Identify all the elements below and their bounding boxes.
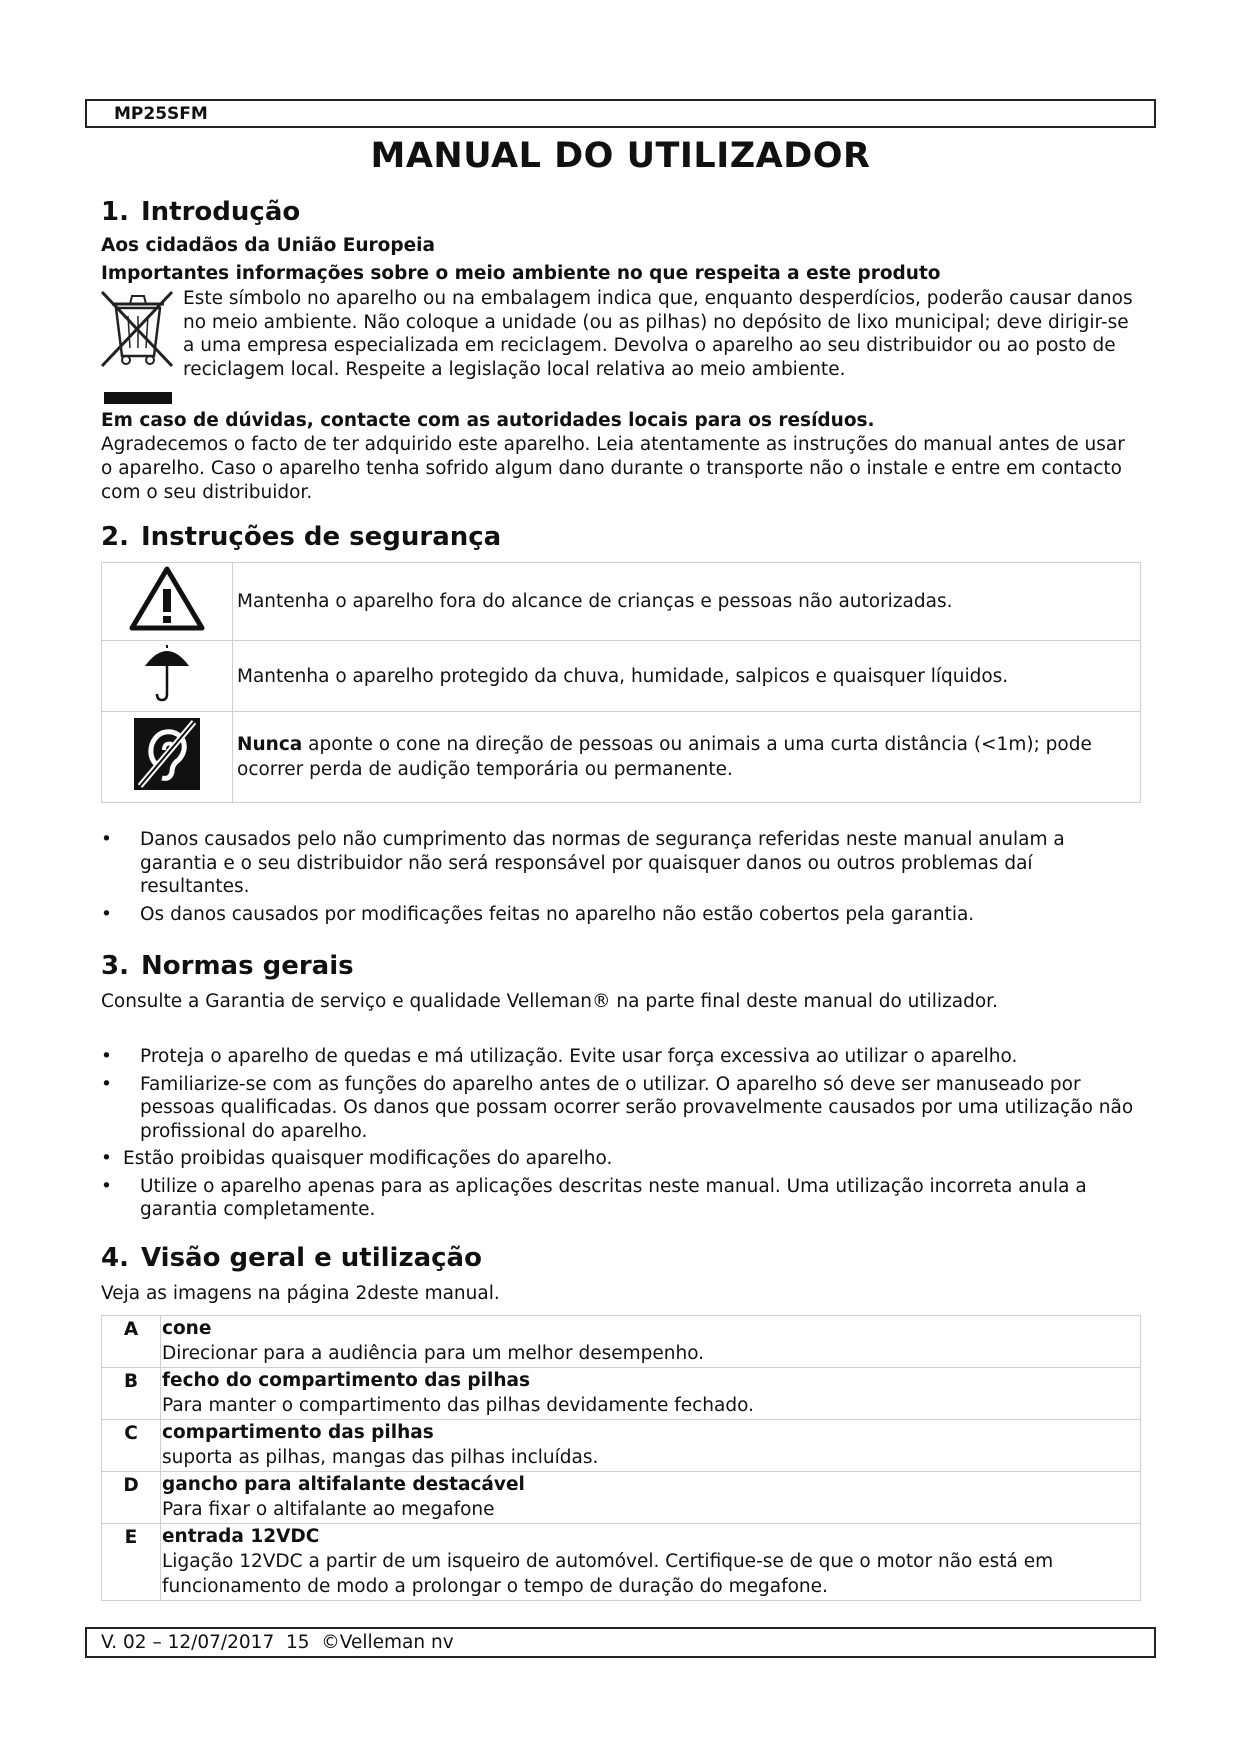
item-cell	[161, 1368, 1141, 1420]
page-title: MANUAL DO UTILIZADOR	[370, 136, 871, 176]
item-letter: E	[102, 1524, 161, 1601]
section-number: 1.	[101, 197, 129, 227]
never-word: Nunca	[237, 734, 303, 755]
item-desc: Para fixar o altifalante ao megafone	[162, 1499, 495, 1520]
safety-text	[233, 712, 1141, 803]
item-cell	[161, 1420, 1141, 1472]
bullet-text: Proteja o aparelho de quedas e má utilização. Evite usar força excessiva ao utilizar o aparelho.	[140, 1046, 1018, 1067]
bullet-text: Familiarize-se com as funções do aparelho antes de o utilizar. O aparelho só deve ser manuseado por pessoas qualificadas. Os danos que possam ocorrer serão provavelmente causados por uma utilização não profissional do aparelho.	[140, 1073, 1134, 1142]
thanks-paragraph: Agradecemos o facto de ter adquirido este aparelho. Leia atentamente as instruções do manual antes de usar o aparelho. Caso o aparelho tenha sofrido algum dano durante o transporte não o instale e entre em contacto com o seu distribuidor.	[101, 434, 1125, 503]
section-heading-intro	[101, 197, 300, 227]
safety-text: Mantenha o aparelho protegido da chuva, humidade, salpicos e quaisquer líquidos.	[233, 641, 1141, 712]
warning-triangle-icon	[129, 615, 205, 636]
section-heading-overview	[101, 1243, 482, 1273]
section-heading-safety	[101, 522, 501, 552]
safety-text-rest: aponte o cone na direção de pessoas ou animais a uma curta distância (<1m); pode ocorrer perda de audição temporária ou permanente.	[237, 734, 1092, 780]
safety-icon-cell	[102, 563, 233, 641]
section-number: 4.	[101, 1243, 129, 1273]
section-title: Instruções de segurança	[141, 522, 502, 552]
item-cell	[161, 1316, 1141, 1368]
item-name: fecho do compartimento das pilhas	[162, 1370, 531, 1391]
table-row	[102, 1368, 1141, 1420]
hearing-damage-icon	[134, 774, 200, 795]
bullet-text: Utilize o aparelho apenas para as aplicações descritas neste manual. Uma utilização incorreta anula a garantia completamente.	[140, 1175, 1087, 1220]
doubts-note: Em caso de dúvidas, contacte com as autoridades locais para os resíduos.	[101, 410, 875, 431]
table-row	[102, 1524, 1141, 1601]
general-bullets	[101, 1045, 1141, 1226]
item-name: entrada 12VDC	[162, 1526, 320, 1547]
item-cell	[161, 1524, 1141, 1601]
safety-icon-cell	[102, 641, 233, 712]
section-number: 3.	[101, 951, 129, 981]
overview-intro: Veja as imagens na página 2deste manual.	[101, 1283, 500, 1304]
bullet-text: Danos causados pelo não cumprimento das normas de segurança referidas neste manual anulam a garantia e o seu distribuidor não será responsável por quaisquer danos ou outros problemas daí resultantes.	[140, 829, 1065, 897]
item-letter: D	[102, 1472, 161, 1524]
general-intro: Consulte a Garantia de serviço e qualidade Velleman® na parte final deste manual do utilizador.	[101, 991, 998, 1012]
item-letter: C	[102, 1420, 161, 1472]
section-title: Visão geral e utilização	[141, 1243, 482, 1273]
weee-bin-icon	[100, 286, 176, 406]
safety-text: Mantenha o aparelho fora do alcance de crianças e pessoas não autorizadas.	[233, 563, 1141, 641]
list-item: • Proteja o aparelho de quedas e má utilização. Evite usar força excessiva ao utilizar o aparelho.	[101, 1046, 1018, 1067]
item-desc: Ligação 12VDC a partir de um isqueiro de automóvel. Certifique-se de que o motor não está em funcionamento de modo a prolongar o tempo de duração do megafone.	[162, 1551, 1054, 1597]
safety-table	[101, 562, 1141, 803]
section-title: Introdução	[141, 197, 301, 227]
table-row	[102, 1472, 1141, 1524]
safety-row	[102, 563, 1141, 641]
eu-heading: Aos cidadãos da União Europeia	[101, 235, 435, 256]
list-item: • Danos causados pelo não cumprimento das normas de segurança referidas neste manual anulam a garantia e o seu distribuidor não será responsável por quaisquer danos ou outros problemas daí resultantes.	[101, 829, 1065, 897]
model-code: MP25SFM	[114, 104, 208, 124]
item-name: gancho para altifalante destacável	[162, 1474, 525, 1495]
section-heading-general	[101, 951, 354, 981]
item-letter: B	[102, 1368, 161, 1420]
bullet-text: Os danos causados por modificações feitas no aparelho não estão cobertos pela garantia.	[140, 903, 975, 925]
header-box	[85, 99, 1156, 128]
footer-text: V. 02 – 12/07/2017 15 ©Velleman nv	[101, 1632, 454, 1653]
item-name: compartimento das pilhas	[162, 1422, 434, 1443]
item-name: cone	[162, 1318, 212, 1339]
list-item: • Os danos causados por modificações feitas no aparelho não estão cobertos pela garantia.	[101, 903, 975, 925]
item-letter: A	[102, 1316, 161, 1368]
item-desc: Direcionar para a audiência para um melhor desempenho.	[162, 1343, 705, 1364]
item-desc: Para manter o compartimento das pilhas devidamente fechado.	[162, 1395, 754, 1416]
list-item: • Estão proibidas quaisquer modificações do aparelho.	[101, 1148, 613, 1169]
bullet-text: Estão proibidas quaisquer modificações do aparelho.	[123, 1148, 613, 1169]
list-item: • Utilize o aparelho apenas para as aplicações descritas neste manual. Uma utilização incorreta anula a garantia completamente.	[101, 1175, 1087, 1220]
safety-row	[102, 641, 1141, 712]
item-desc: suporta as pilhas, mangas das pilhas incluídas.	[162, 1447, 599, 1468]
safety-row	[102, 712, 1141, 803]
table-row	[102, 1420, 1141, 1472]
safety-icon-cell	[102, 712, 233, 803]
item-cell	[161, 1472, 1141, 1524]
list-item: • Familiarize-se com as funções do aparelho antes de o utilizar. O aparelho só deve ser manuseado por pessoas qualificadas. Os danos que possam ocorrer serão provavelmente causados por uma utilização não profissional do aparelho.	[101, 1073, 1134, 1142]
section-number: 2.	[101, 522, 129, 552]
safety-bullets	[101, 828, 1141, 930]
umbrella-icon	[142, 686, 192, 707]
overview-table	[101, 1315, 1141, 1601]
section-title: Normas gerais	[141, 951, 354, 981]
env-heading: Importantes informações sobre o meio ambiente no que respeita a este produto	[101, 263, 941, 284]
table-row	[102, 1316, 1141, 1368]
weee-text: Este símbolo no aparelho ou na embalagem indica que, enquanto desperdícios, poderão causar danos no meio ambiente. Não coloque a unidade (ou as pilhas) no depósito de lixo municipal; deve dirigir-se a uma empresa especializada em reciclagem. Devolva o aparelho ao seu distribuidor ou ao posto de reciclagem local. Respeite a legislação local relativa ao meio ambiente.	[183, 288, 1133, 380]
